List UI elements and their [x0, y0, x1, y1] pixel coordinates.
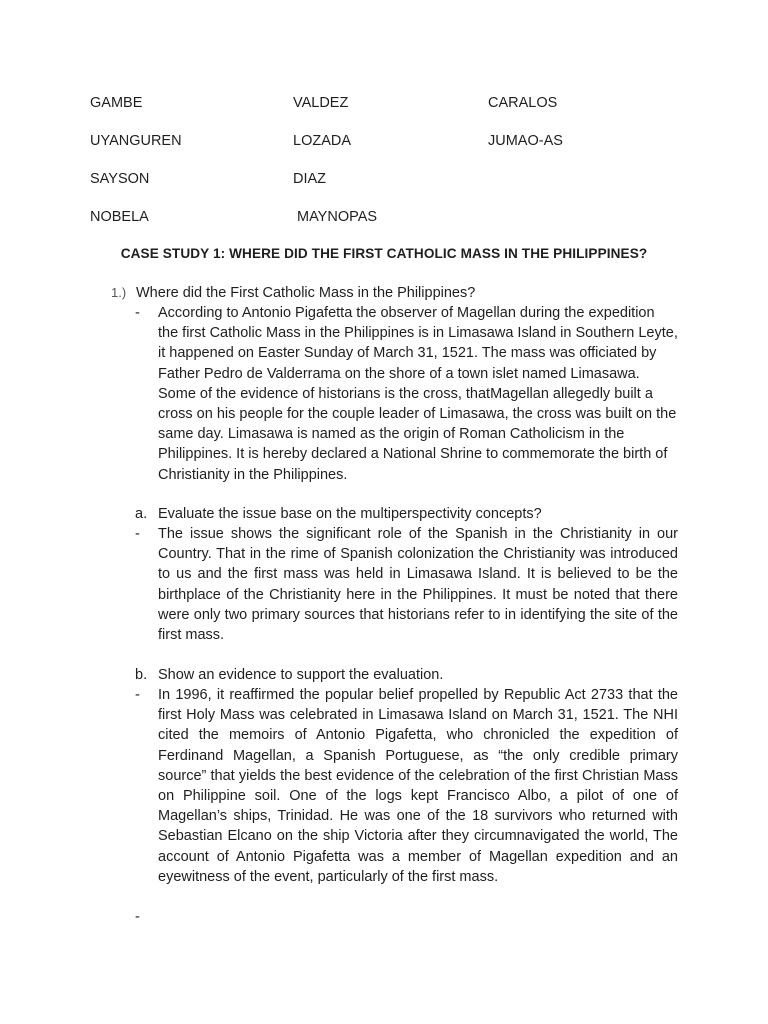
member-name: JUMAO-AS	[488, 133, 563, 149]
question-number: 1.)	[111, 285, 127, 300]
member-name: CARALOS	[488, 95, 558, 111]
question-answer: According to Antonio Pigafetta the observer of Magellan during the expedition the first Catholic Mass in the Philippines is in Limasawa Island in Southern Leyte, it happened on Easter Sunday of March 31, 1521. The mass was officiated by Father Pedro de Valderrama on the shore of a town islet named Limasawa. Some of the evidence of historians is the cross, thatMagellan allegedly built a cross on his people for the couple leader of Limasawa, the cross was built on the same day. Limasawa is named as the origin of Roman Catholicism in the Philippines. It is hereby declared a National Shrine to commemorate the birth of Christianity in the Philippines.	[158, 305, 678, 483]
case-study-title: CASE STUDY 1: WHERE DID THE FIRST CATHOLIC MASS IN THE PHILIPPINES?	[120, 246, 648, 261]
bullet-dash: -	[135, 687, 140, 703]
list-marker-a: a.	[135, 506, 148, 522]
member-name: VALDEZ	[293, 95, 349, 111]
item-a-prompt: Evaluate the issue base on the multiperspectivity concepts?	[158, 506, 542, 522]
bullet-dash: -	[135, 909, 140, 925]
member-name: MAYNOPAS	[297, 209, 378, 225]
item-b-prompt: Show an evidence to support the evaluation.	[158, 667, 444, 683]
item-a-answer: The issue shows the significant role of the Spanish in the Christianity in our Country. That in the rime of Spanish colonization the Christianity was introduced to us and the first mass was held in Limasawa Island. It is believed to be the birthplace of the Christianity here in the Philippines. It must be noted that there were only two primary sources that historians refer to in identifying the site of the first mass.	[158, 526, 678, 644]
list-marker-b: b.	[135, 667, 148, 683]
item-b-answer: In 1996, it reaffirmed the popular belief propelled by Republic Act 2733 that the first Holy Mass was celebrated in Limasawa Island on March 31, 1521. The NHI cited the memoirs of Antonio Pigafetta, who chronicled the expedition of Ferdinand Magellan, a Spanish Portuguese, as “the only credible primary source” that yields the best evidence of the celebration of the first Christian Mass on Philippine soil. One of the logs kept Francisco Albo, a pilot of one of Magellan’s ships, Trinidad. He was one of the 18 survivors who returned with Sebastian Elcano on the ship Victoria after they circumnavigated the world, The account of Antonio Pigafetta was a member of Magellan expedition and an eyewitness of the event, particularly of the first mass.	[158, 687, 678, 885]
bullet-dash: -	[135, 305, 140, 321]
member-name: SAYSON	[90, 171, 150, 187]
question-text: Where did the First Catholic Mass in the Philippines?	[136, 285, 476, 301]
member-name: NOBELA	[90, 209, 149, 225]
member-name: UYANGUREN	[90, 133, 182, 149]
bullet-dash: -	[135, 526, 140, 542]
member-name: LOZADA	[293, 133, 352, 149]
member-name: GAMBE	[90, 95, 143, 111]
member-name: DIAZ	[293, 171, 327, 187]
